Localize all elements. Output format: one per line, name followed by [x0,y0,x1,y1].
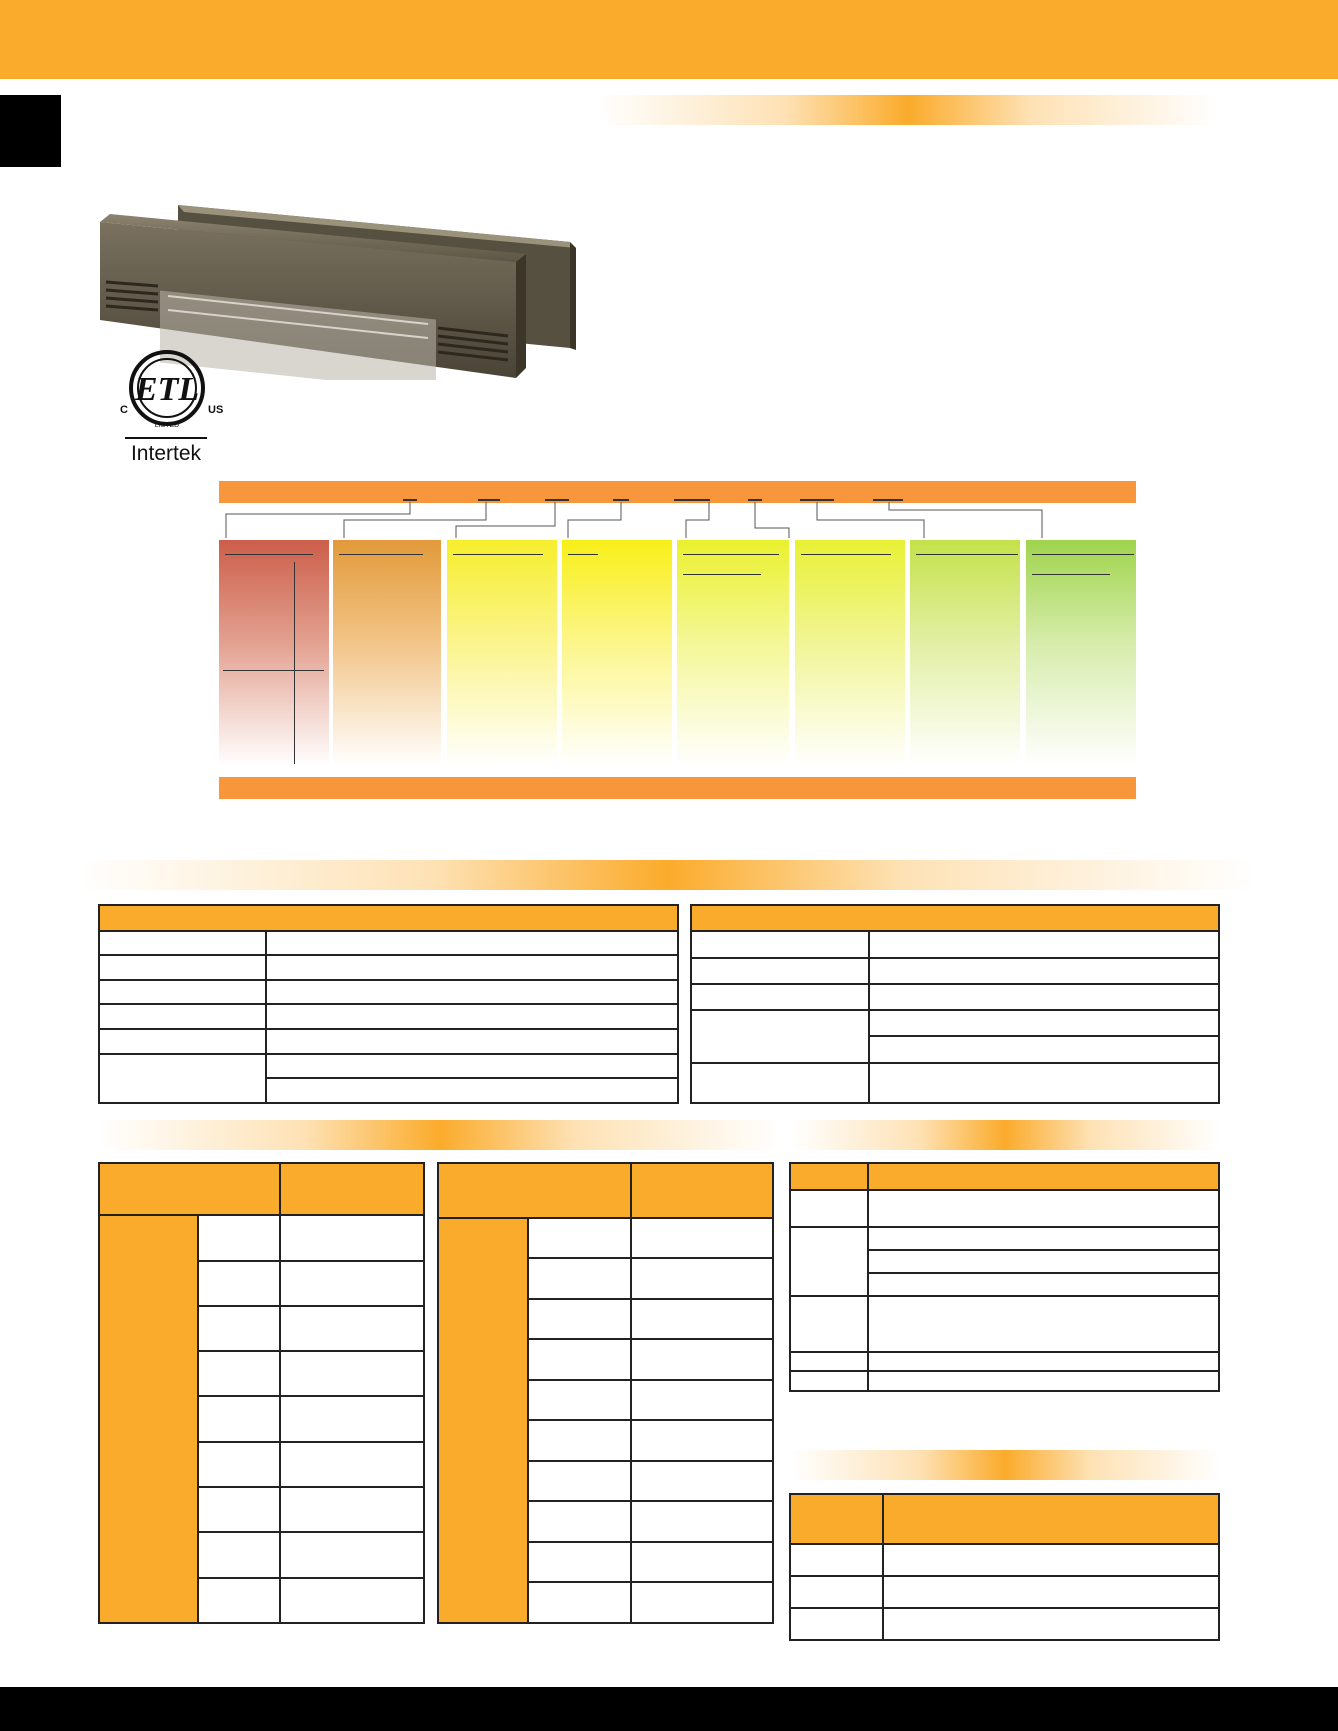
top-banner [0,0,1338,79]
svg-text:C: C [120,404,128,416]
model-code-column-1 [219,540,329,766]
model-code-column-7 [910,540,1020,766]
ratings-table-1 [98,1162,425,1624]
model-code-column-2 [333,540,441,766]
accessories-table [789,1493,1220,1641]
model-code-connectors [219,500,1136,540]
model-code-column-5 [677,540,789,766]
spec-table-right [690,904,1220,1104]
accessories-section-bar [790,1450,1220,1480]
model-code-column-4 [562,540,672,766]
model-chart-bottom-bar [219,777,1136,799]
ratings-section-bar [100,1120,780,1150]
spec-table-left [98,904,679,1104]
etl-listed-logo [115,348,230,466]
header-gradient-bar [598,95,1218,125]
svg-text:ETL: ETL [134,371,200,408]
side-tab [0,95,61,167]
model-code-column-3 [447,540,557,766]
options-table [789,1162,1220,1392]
svg-text:Intertek: Intertek [130,442,202,465]
svg-text:LISTED: LISTED [154,422,180,429]
specs-section-bar [80,860,1255,890]
svg-text:US: US [208,404,224,416]
model-code-column-8 [1026,540,1136,766]
bottom-banner [0,1687,1338,1731]
options-section-bar [790,1120,1220,1150]
model-code-column-6 [795,540,905,766]
ratings-table-2 [437,1162,774,1624]
